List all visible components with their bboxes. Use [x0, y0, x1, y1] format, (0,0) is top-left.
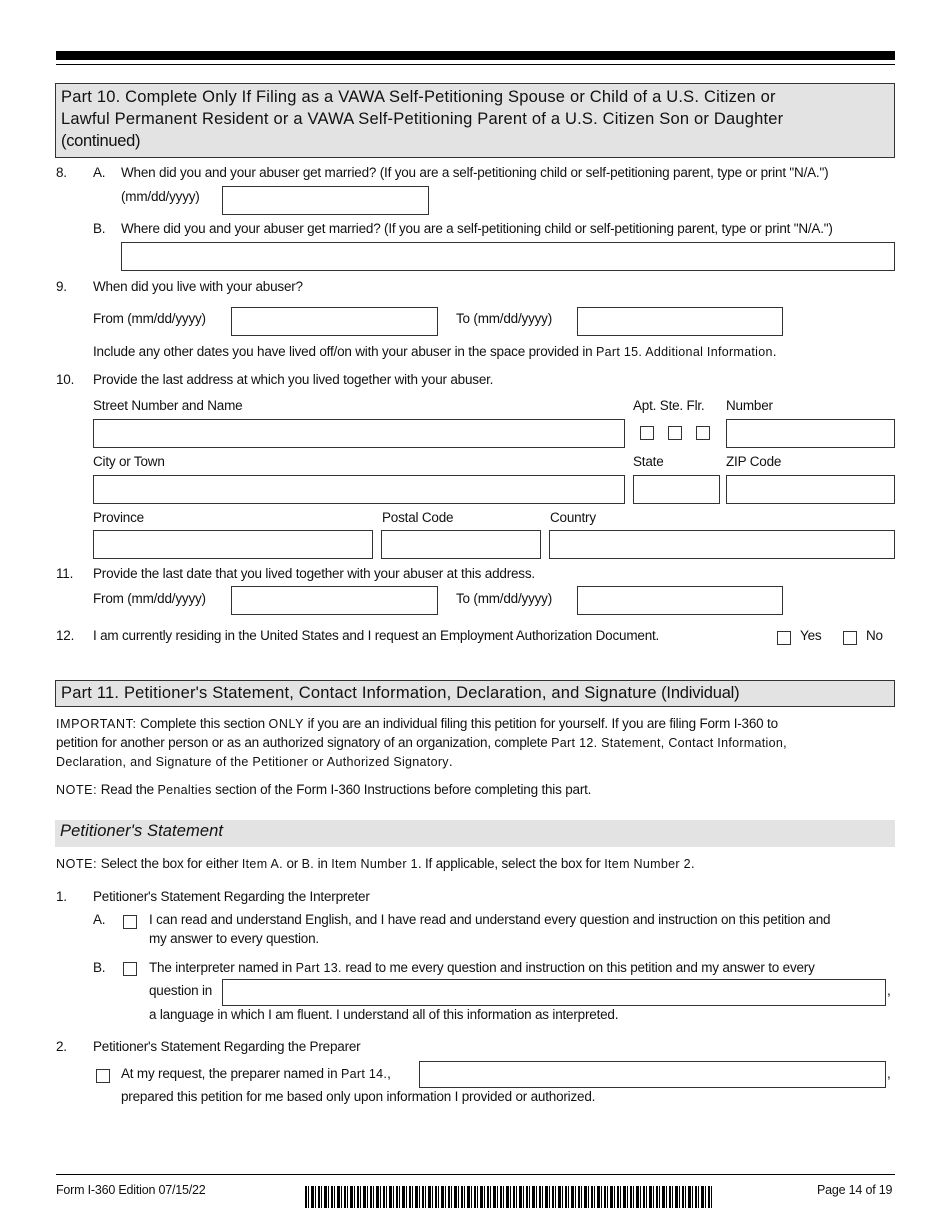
q8b-letter: B.	[93, 221, 106, 236]
q9-from-label: From (mm/dd/yyyy)	[93, 311, 206, 326]
item1b-comma: ,	[887, 983, 891, 998]
q10-number: 10.	[56, 372, 75, 387]
note2-text3: in	[314, 856, 332, 871]
note2-ref3: Item Number 1	[331, 857, 418, 871]
q11-number: 11.	[56, 566, 74, 581]
important-line1	[56, 716, 778, 731]
item2-number: 2.	[56, 1039, 67, 1054]
q8b-question: Where did you and your abuser get married? (If you are a self-petitioning child or self-petitioning parent, type or print "N/A.")	[121, 221, 833, 236]
postal-label: Postal Code	[382, 510, 454, 525]
apt-number-input[interactable]	[726, 419, 895, 448]
important-text1: Complete this section	[136, 716, 269, 731]
postal-input[interactable]	[381, 530, 541, 559]
item1a-letter: A.	[93, 912, 106, 927]
item2-title: Petitioner's Statement Regarding the Preparer	[93, 1039, 361, 1054]
item1b-line1-ref: Part 13.	[295, 961, 342, 975]
ead-no-label: No	[866, 628, 883, 643]
q9-question: When did you live with your abuser?	[93, 279, 303, 294]
state-label: State	[633, 454, 664, 469]
item1b-line1-post: read to me every question and instruction on this petition and my answer to every	[341, 960, 815, 975]
important-line3-ref: Declaration, and Signature of the Petitioner or Authorized Signatory	[56, 755, 449, 769]
item1b-line2: question in	[149, 983, 213, 998]
last-to-date-input[interactable]	[577, 586, 783, 615]
lived-from-date-input[interactable]	[231, 307, 438, 336]
footer-page-label: Page 14 of 19	[817, 1183, 893, 1197]
item1b-line3: a language in which I am fluent. I understand all of this information as interpreted.	[149, 1007, 619, 1022]
item1b-line1-pre: The interpreter named in	[149, 960, 296, 975]
barcode	[305, 1186, 713, 1208]
number-label: Number	[726, 398, 773, 413]
item2-line1-pre: At my request, the preparer named in	[121, 1066, 341, 1081]
note2	[56, 856, 694, 871]
lived-to-date-input[interactable]	[577, 307, 783, 336]
q12-question: I am currently residing in the United States and I request an Employment Authorization Document.	[93, 628, 660, 643]
item1b-letter: B.	[93, 960, 106, 975]
important-line2	[56, 735, 787, 750]
marriage-date-input[interactable]	[222, 186, 429, 215]
item1-title: Petitioner's Statement Regarding the Interpreter	[93, 889, 370, 904]
country-input[interactable]	[549, 530, 895, 559]
ead-no-checkbox[interactable]	[843, 631, 857, 645]
item2-line2: prepared this petition for me based only upon information I provided or authorized.	[121, 1089, 596, 1104]
ead-yes-checkbox[interactable]	[777, 631, 791, 645]
item1a-line1: I can read and understand English, and I have read and understand every question and instruction on this petition and	[149, 912, 831, 927]
interpreter-language-input[interactable]	[222, 979, 886, 1006]
part10-title-line2: Lawful Permanent Resident or a VAWA Self-Petitioning Parent of a U.S. Citizen Son or Daughter	[61, 110, 784, 128]
note2-text5: .	[690, 856, 695, 871]
item2-line1-ref: Part 14.	[340, 1067, 388, 1081]
item1-number: 1.	[56, 889, 67, 904]
state-select[interactable]	[633, 475, 720, 504]
part11-title: Part 11. Petitioner's Statement, Contact Information, Declaration, and Signature	[61, 684, 657, 702]
q9-to-label: To (mm/dd/yyyy)	[456, 311, 553, 326]
q9-note-text: Include any other dates you have lived off/on with your abuser in the space provided in	[93, 344, 596, 359]
ste-checkbox[interactable]	[668, 426, 682, 440]
province-label: Province	[93, 510, 144, 525]
petitioner-statement-title: Petitioner's Statement	[60, 822, 224, 840]
important-text2: if you are an individual filing this petition for yourself. If you are filing Form I-360 to	[304, 716, 778, 731]
important-line2-text: petition for another person or as an authorized signatory of an organization, complete	[56, 735, 552, 750]
q8a-format: (mm/dd/yyyy)	[121, 189, 200, 204]
q11-question: Provide the last date that you lived together with your abuser at this address.	[93, 566, 535, 581]
note1-text1: Read the	[97, 782, 158, 797]
q8a-question: When did you and your abuser get married? (If you are a self-petitioning child or self-petitioning parent, type or print "N/A.")	[121, 165, 829, 180]
top-thick-rule	[56, 51, 895, 60]
note2-label: NOTE:	[56, 857, 98, 871]
top-thin-rule	[56, 64, 895, 65]
footer-rule	[56, 1174, 895, 1175]
part10-header	[55, 83, 895, 158]
preparer-name-input[interactable]	[419, 1061, 886, 1088]
important-line3-end: .	[448, 754, 453, 769]
note1-label: NOTE:	[56, 783, 98, 797]
english-checkbox[interactable]	[123, 915, 137, 929]
note1	[56, 782, 591, 797]
apt-checkbox[interactable]	[640, 426, 654, 440]
q11-to-label: To (mm/dd/yyyy)	[456, 591, 553, 606]
last-from-date-input[interactable]	[231, 586, 438, 615]
preparer-checkbox[interactable]	[96, 1069, 110, 1083]
q11-from-label: From (mm/dd/yyyy)	[93, 591, 206, 606]
interpreter-checkbox[interactable]	[123, 962, 137, 976]
zip-label: ZIP Code	[726, 454, 782, 469]
footer-form-label: Form I-360 Edition 07/15/22	[56, 1183, 206, 1197]
important-line3	[56, 754, 452, 769]
note2-ref4: Item Number 2	[604, 857, 691, 871]
q9-note-suffix: .	[772, 344, 777, 359]
important-line2-ref: Part 12. Statement, Contact Information,	[551, 736, 787, 750]
country-label: Country	[550, 510, 596, 525]
part11-header	[55, 680, 895, 707]
apt-label: Apt. Ste. Flr.	[633, 398, 705, 413]
q12-number: 12.	[56, 628, 75, 643]
q10-question: Provide the last address at which you lived together with your abuser.	[93, 372, 494, 387]
city-label: City or Town	[93, 454, 165, 469]
q9-note	[93, 344, 776, 359]
note2-text1: Select the box for either	[97, 856, 242, 871]
item2-comma: ,	[887, 1066, 891, 1081]
street-label: Street Number and Name	[93, 398, 243, 413]
flr-checkbox[interactable]	[696, 426, 710, 440]
item1b-line1	[149, 960, 815, 975]
province-input[interactable]	[93, 530, 373, 559]
item1a-line2: my answer to every question.	[149, 931, 319, 946]
part11-title-suffix: (Individual)	[656, 684, 740, 702]
note2-ref2: B.	[301, 857, 315, 871]
note2-ref1: Item A.	[241, 857, 283, 871]
note1-ref: Penalties	[157, 783, 212, 797]
q8a-letter: A.	[93, 165, 106, 180]
marriage-place-input[interactable]	[121, 242, 895, 271]
q9-number: 9.	[56, 279, 67, 294]
part10-title-line3: (continued)	[61, 132, 141, 150]
street-input[interactable]	[93, 419, 625, 448]
item2-line1	[121, 1066, 391, 1081]
q8-number: 8.	[56, 165, 67, 180]
part10-title-line1: Part 10. Complete Only If Filing as a VAWA Self-Petitioning Spouse or Child of a U.S. Citizen or	[61, 88, 776, 106]
note1-text2: section of the Form I-360 Instructions before completing this part.	[211, 782, 592, 797]
q9-note-ref: Part 15. Additional Information	[595, 345, 773, 359]
important-label: IMPORTANT:	[56, 717, 137, 731]
zip-input[interactable]	[726, 475, 895, 504]
ead-yes-label: Yes	[800, 628, 822, 643]
note2-text4: . If applicable, select the box for	[417, 856, 605, 871]
item2-line1-post: ,	[387, 1066, 391, 1081]
important-only: ONLY	[268, 717, 305, 731]
note2-text2: or	[282, 856, 302, 871]
city-input[interactable]	[93, 475, 625, 504]
